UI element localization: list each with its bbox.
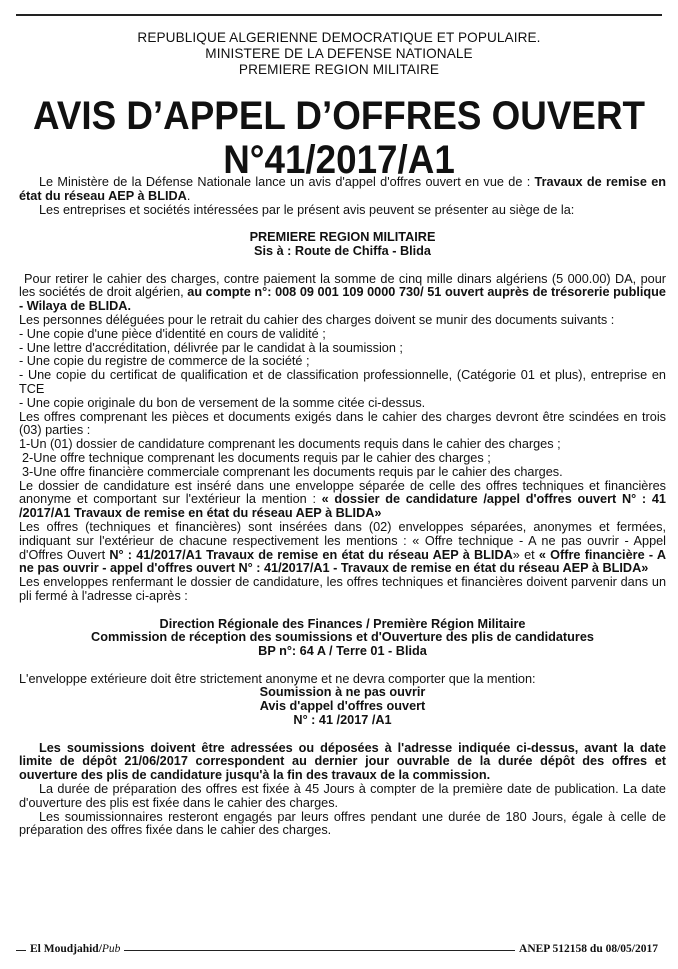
docs-intro: Les personnes déléguées pour le retrait du cahier des charges doivent se munir des documents suivants : — [19, 312, 615, 327]
seat-address: Sis à : Route de Chiffa - Blida — [254, 243, 431, 258]
notice-body — [19, 176, 666, 838]
envelopes-paragraph: Les enveloppes renfermant le dossier de candidature, les offres techniques et financières doivent parvenir dans un pli fermé à l'adresse ci-après : — [19, 575, 666, 603]
intro-period: . — [186, 188, 191, 203]
offer-part: 1-Un (01) dossier de candidature comprenant les documents requis dans le cahier des charges ; — [19, 437, 561, 452]
outer-line-1: Soumission à ne pas ouvrir — [259, 685, 426, 700]
doc-item: - Une copie du certificat de qualification et de classification professionnelle, (Catégorie 01 et plus), entreprise en TCE — [19, 368, 666, 396]
seat-name: PREMIERE REGION MILITAIRE — [249, 230, 436, 245]
dossier-mention: « dossier de candidature /appel d'offres ouvert N° : 41 /2017/A1 Travaux de remise en état du réseau AEP à BLIDA» — [19, 492, 666, 521]
title-line-1: AVIS D’APPEL D’OFFRES OUVERT — [32, 94, 646, 138]
tf-technical-ref: N° : 41/2017/A1 Travaux de remise en état du réseau AEP à BLIDA — [109, 547, 513, 562]
doc-item: - Une copie originale du bon de versement de la somme citée ci-dessus. — [19, 395, 426, 410]
tf-text: Les offres (techniques et financières) sont insérées dans (02) enveloppes séparées, anonymes et fermées, indiquant sur l'extérieur de chacune respectivement les mentions : « Offre technique - A ne pas ouvrir - Appel d'Offres Ouvert — [19, 519, 666, 562]
header-republic: REPUBLIQUE ALGERIENNE DEMOCRATIQUE ET POPULAIRE. — [137, 30, 541, 45]
footer-source-pub: Pub — [101, 943, 121, 955]
doc-item: - Une lettre d'accréditation, délivrée par le candidat à la soumission ; — [19, 340, 403, 355]
charges-paragraph — [19, 273, 666, 314]
offer-part: 2-Une offre technique comprenant les documents requis par le cahier des charges ; — [22, 450, 491, 465]
charges-account: au compte n°: 008 09 001 109 0000 730/ 51 ouvert auprès de trésorerie publique - Wilaya de BLIDA. — [19, 285, 666, 314]
validity-paragraph: Les soumissionnaires resteront engagés par leurs offres pendant une durée de 180 Jours, égale à celle de préparation des offres fixée dans le cahier des charges. — [19, 809, 666, 838]
footer — [16, 943, 662, 957]
address-line-3: BP n°: 64 A / Terre 01 - Blida — [258, 644, 427, 659]
notice-title — [27, 94, 651, 182]
issuer-header — [0, 30, 678, 78]
address-line-2: Commission de réception des soumissions et d'Ouverture des plis de candidatures — [91, 630, 594, 645]
footer-reference: ANEP 512158 du 08/05/2017 — [515, 943, 662, 955]
intro-invitation: Les entreprises et sociétés intéressées par le présent avis peuvent se présenter au siège de la: — [39, 202, 575, 217]
charges-text: Pour retirer le cahier des charges, contre paiement la somme de cinq mille dinars algériens (5 000.00) DA, pour les sociétés de droit algérien, — [19, 271, 666, 300]
footer-source — [26, 943, 124, 955]
dossier-text: Le dossier de candidature est inséré dans une enveloppe séparée de celle des offres techniques et financières anonyme et comportant sur l'extérieur la mention : — [19, 478, 666, 507]
tf-financial-mention: « Offre financière - A ne pas ouvrir - appel d'offres ouvert N° : 41/2017/A1 - Travaux de remise en état du réseau AEP à BLIDA» — [19, 547, 667, 576]
intro-paragraph — [19, 176, 666, 204]
doc-item: - Une copie du registre de commerce de la société ; — [19, 354, 310, 369]
intro-works-title: Travaux de remise en état du réseau AEP à BLIDA — [19, 175, 666, 203]
title-line-2: N°41/2017/A1 — [223, 138, 455, 182]
envelopes-mention-paragraph — [19, 521, 666, 576]
tf-joiner: » et — [512, 547, 539, 562]
outer-line-2: Avis d'appel d'offres ouvert — [259, 699, 426, 714]
header-region: PREMIERE REGION MILITAIRE — [238, 62, 440, 77]
header-ministry: MINISTERE DE LA DEFENSE NATIONALE — [205, 46, 473, 61]
offers-intro: Les offres comprenant les pièces et documents exigés dans le cahier des charges devront être scindées en trois (03) parties : — [19, 409, 666, 438]
outer-envelope-intro: L'enveloppe extérieure doit être strictement anonyme et ne devra comporter que la mention: — [19, 671, 536, 686]
address-line-1: Direction Régionale des Finances / Première Région Militaire — [159, 616, 526, 631]
dossier-paragraph — [19, 480, 666, 521]
doc-item: - Une copie d'une pièce d'identité en cours de validité ; — [19, 326, 326, 341]
footer-source-name: El Moudjahid/ — [30, 943, 102, 955]
offer-part: 3-Une offre financière commerciale comprenant les documents requis par le cahier des charges. — [22, 464, 563, 479]
duration-paragraph: La durée de préparation des offres est fixée à 45 Jours à compter de la première date de publication. La date d'ouverture des plis est fixée dans le cahier des charges. — [19, 782, 666, 810]
intro-text: Le Ministère de la Défense Nationale lance un avis d'appel d'offres ouvert en vue de : — [39, 175, 535, 189]
outer-line-3: N° : 41 /2017 /A1 — [293, 713, 392, 728]
deadline-paragraph: Les soumissions doivent être adressées ou déposées à l'adresse indiquée ci-dessus, avant la date limite de dépôt 21/06/2017 correspondent au dernier jour ouvrable de la durée dépôt des offres et ouverture des plis de candidature jusqu'à la fin des travaux de la commission. — [19, 740, 666, 783]
top-rule — [16, 14, 662, 16]
